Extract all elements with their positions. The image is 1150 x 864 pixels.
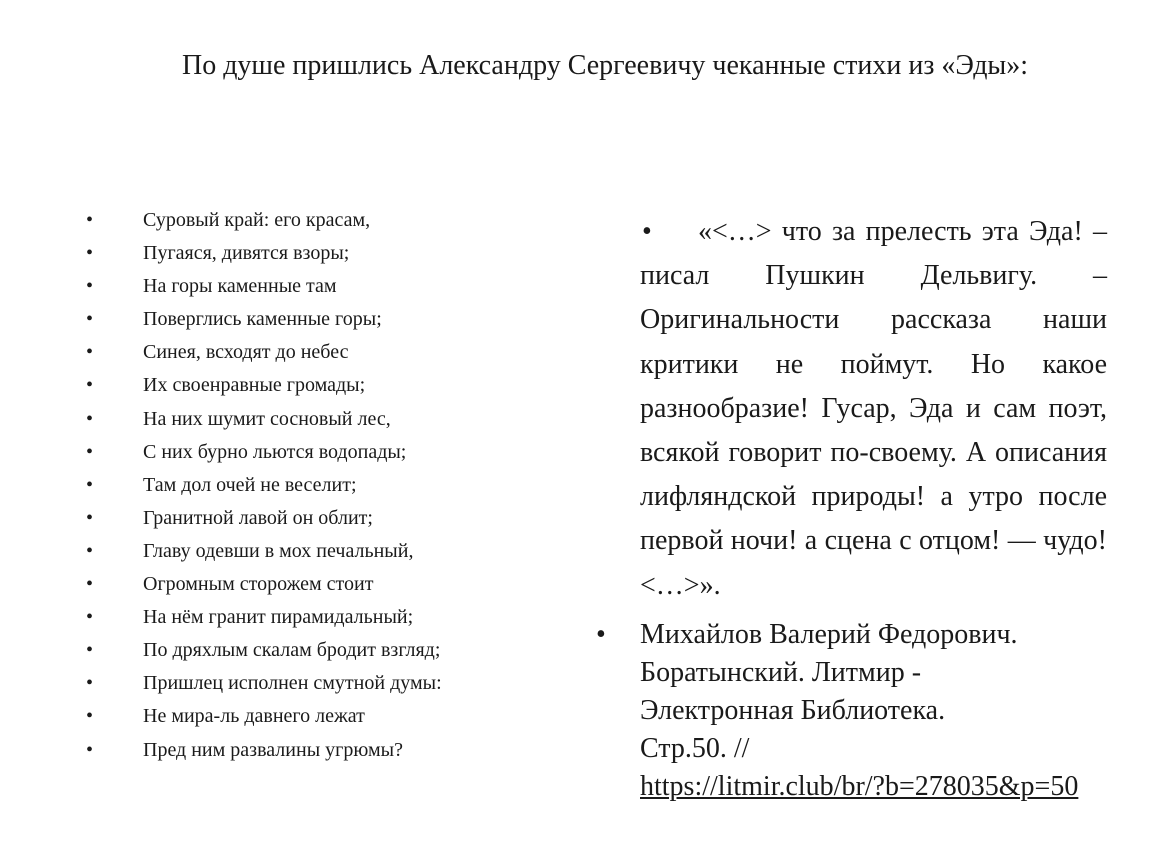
- poem-line-text: Пришлец исполнен смутной думы:: [143, 672, 442, 695]
- source-link[interactable]: https://litmir.club/br/?b=278035&p=50: [640, 770, 1079, 802]
- poem-line: [80, 270, 540, 303]
- poem-line: [80, 634, 540, 667]
- poem-line-text: Их своенравные громады;: [143, 374, 366, 397]
- poem-line: [80, 204, 540, 237]
- bullet-icon: •: [86, 275, 94, 298]
- poem-line-text: Главу одевши в мох печальный,: [143, 539, 414, 562]
- bullet-icon: •: [86, 705, 94, 728]
- quote-item: [590, 210, 1110, 608]
- poem-line: [80, 303, 540, 336]
- poem-line: [80, 734, 540, 767]
- poem-line: [80, 403, 540, 436]
- poem-line: [80, 469, 540, 502]
- bullet-icon: •: [86, 639, 94, 662]
- slide-heading: По душе пришлись Александру Сергеевичу чеканные стихи из «Эды»:: [181, 50, 1029, 81]
- poem-line-text: Огромным сторожем стоит: [143, 573, 374, 596]
- poem-line-text: Пред ним развалины угрюмы?: [143, 738, 403, 761]
- bullet-icon: •: [86, 606, 94, 629]
- poem-line: [80, 436, 540, 469]
- poem-line-text: С них бурно льются водопады;: [143, 440, 407, 463]
- bullet-icon: •: [86, 242, 94, 265]
- poem-line-text: Поверглись каменные горы;: [143, 308, 382, 331]
- bullet-icon: •: [86, 506, 94, 529]
- poem-line: [80, 535, 540, 568]
- bullet-icon: •: [642, 216, 652, 247]
- poem-line-text: На горы каменные там: [143, 275, 337, 298]
- bullet-icon: •: [86, 473, 94, 496]
- poem-line: [80, 369, 540, 402]
- bullet-icon: •: [86, 407, 94, 430]
- poem-line: [80, 568, 540, 601]
- poem-line-text: По дряхлым скалам бродит взгляд;: [143, 639, 441, 662]
- source-citation: Михайлов Валерий Федорович. Боратынский. Литмир - Электронная Библиотека. Стр.50. //: [640, 618, 1018, 764]
- poem-line: [80, 667, 540, 700]
- bullet-icon: •: [86, 573, 94, 596]
- bullet-icon: •: [596, 618, 606, 650]
- poem-line-text: Гранитной лавой он облит;: [143, 506, 373, 529]
- poem-line-text: На них шумит сосновый лес,: [143, 407, 391, 430]
- poem-line: [80, 237, 540, 270]
- poem-line-text: Там дол очей не веселит;: [143, 473, 357, 496]
- pushkin-quote: «<…> что за прелесть эта Эда! – писал Пушкин Дельвигу. – Оригинальности рассказа наши критики не поймут. Но какое разнообразие! Гусар, Эда и сам поэт, всякой говорит по-своему. А описания лифляндской природы! а утро после первой ночи! а сцена с отцом! — чудо! <…>».: [640, 216, 1107, 601]
- poem-line: [80, 502, 540, 535]
- bullet-icon: •: [86, 539, 94, 562]
- bullet-icon: •: [86, 341, 94, 364]
- poem-line-text: Синея, всходят до небес: [143, 341, 349, 364]
- poem-line: [80, 601, 540, 634]
- poem-line: [80, 700, 540, 733]
- quote-list: [590, 210, 1110, 806]
- poem-list: [80, 204, 540, 767]
- poem-line: [80, 336, 540, 369]
- poem-line-text: Не мира-ль давнего лежат: [143, 705, 365, 728]
- bullet-icon: •: [86, 308, 94, 331]
- poem-line-text: Пугаяся, дивятся взоры;: [143, 242, 350, 265]
- bullet-icon: •: [86, 672, 94, 695]
- source-item: [590, 616, 1110, 806]
- poem-line-text: На нём гранит пирамидальный;: [143, 606, 414, 629]
- poem-line-text: Суровый край: его красам,: [143, 209, 371, 231]
- bullet-icon: •: [86, 374, 94, 397]
- bullet-icon: •: [86, 209, 94, 231]
- bullet-icon: •: [86, 738, 94, 761]
- bullet-icon: •: [86, 440, 94, 463]
